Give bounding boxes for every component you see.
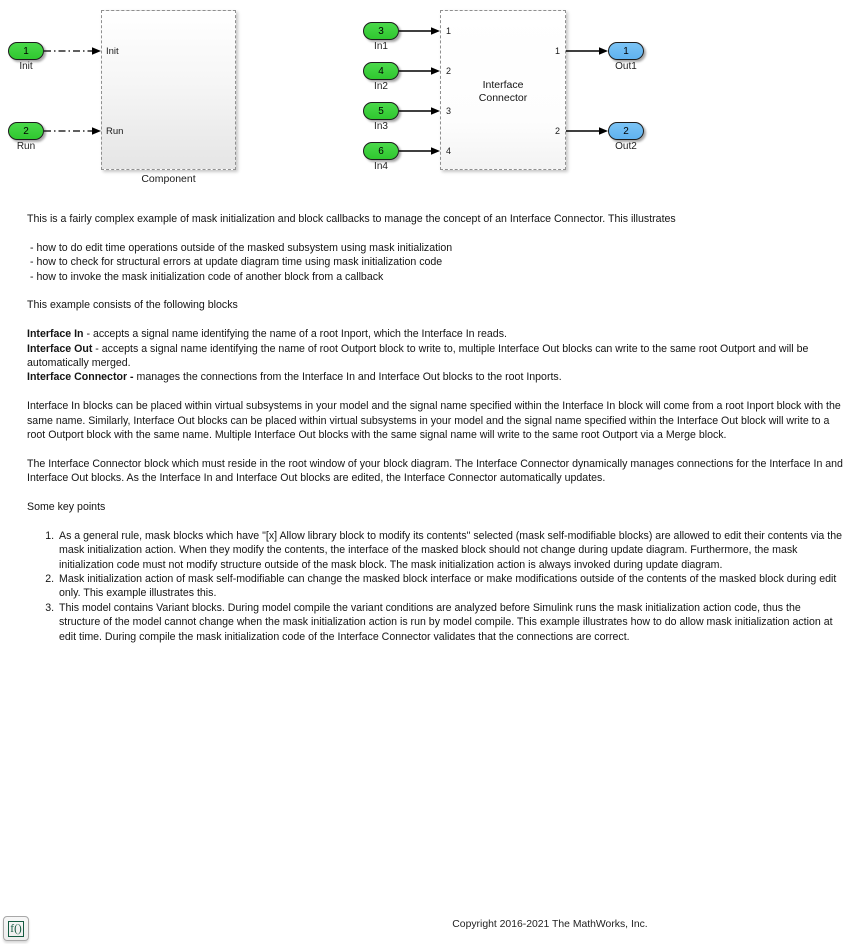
inport-in1-label: In1 [374,41,388,52]
connector-title-line2: Connector [478,91,528,104]
inport-block-init[interactable] [8,42,44,60]
component-port-label-run: Run [106,126,124,137]
connector-outport-number-1: 1 [554,46,560,56]
inport-in1-number: 3 [378,25,384,37]
key-point-item: 1. As a general rule, mask blocks which have "[x] Allow library block to modify its contents" selected (mask self-modifiable blocks) are allowed to edit their contents via the mask initialization action. When they modify the contents, the interface of the masked block should not change during update diagram. Furthermore, the mask initialization code must not modify structure outside of the mask block. The mask initialization action is always invoked during update diagram. [57,529,843,572]
wire-init[interactable] [44,47,101,55]
outport-out1-number: 1 [623,45,629,57]
model-annotation-text [27,212,843,671]
key-point-item: 3. This model contains Variant blocks. During model compile the variant conditions are analyzed before Simulink runs the mask initialization action code, thus the structure of the model cannot change when the mask initialization action is run by model compile. This example illustrates how to do allow mask initialization action at edit time. During compile the mask initialization code of the Interface Connector validates that the connections are correct. [57,601,843,644]
outport-out1-label: Out1 [615,61,637,72]
wire-in1[interactable] [399,27,440,35]
block-desc-interface-in: - accepts a signal name identifying the name of a root Inport, which the Interface In reads. [83,328,507,341]
inport-block-in3[interactable] [363,102,399,120]
bullet-line: - how to check for structural errors at update diagram time using mask initialization code [30,256,443,269]
wire-in4[interactable] [399,147,440,155]
connector-inport-number-3: 3 [446,106,452,116]
inport-block-in1[interactable] [363,22,399,40]
key-point-item: 2. Mask initialization action of mask self-modifiable can change the masked block interface or make modifications outside of the contents of the masked block during edit only. This example illustrates this. [57,572,843,601]
inport-block-in2[interactable] [363,62,399,80]
interface-connector-block[interactable] [440,10,566,170]
annotation-block-list [27,327,843,385]
connector-block-title [441,79,565,104]
copyright-notice: Copyright 2016-2021 The MathWorks, Inc. [452,919,648,930]
inport-in2-number: 4 [378,65,384,77]
function-icon: f() [8,921,25,937]
annotation-placement-paragraph: Interface In blocks can be placed within virtual subsystems in your model and the signal name specified within the Interface In block will come from a root Inport block with the same name. Similarly, Interface Out blocks can be placed within virtual subsystems in your model and the signal name specified within the Interface Out block will write to a root Outport block with the same name. Multiple Interface Out blocks with the same signal name will write to the same root Outport via a Merge block. [27,400,841,442]
component-port-label-init: Init [106,46,119,57]
model-callback-function-badge[interactable] [3,916,29,941]
outport-out2-label: Out2 [615,141,637,152]
block-desc-interface-connector: manages the connections from the Interface In and Interface Out blocks to the root Inports. [133,371,562,384]
block-name-interface-out: Interface Out [27,342,93,355]
inport-in3-label: In3 [374,121,388,132]
connector-outport-number-2: 2 [554,126,560,136]
block-name-interface-connector: Interface Connector - [27,371,134,384]
annotation-intro: This is a fairly complex example of mask initialization and block callbacks to manage the concept of an Interface Connector. This illustrates [27,213,676,225]
inport-in4-label: In4 [374,161,388,172]
block-desc-interface-out: - accepts a signal name identifying the name of root Outport block to write to, multiple Interface Out blocks can write to the same root Outport and will be automatically merged. [27,342,809,370]
outport-block-out1[interactable] [608,42,644,60]
outport-out2-number: 2 [623,125,629,137]
inport-run-label: Run [16,141,36,152]
inport-in3-number: 5 [378,105,384,117]
wire-out1[interactable] [566,47,608,55]
outport-block-out2[interactable] [608,122,644,140]
inport-init-label: Init [19,61,33,72]
inport-in2-label: In2 [374,81,388,92]
wire-run[interactable] [44,127,101,135]
component-subsystem-block[interactable] [101,10,236,170]
block-name-interface-in: Interface In [27,328,84,341]
wire-in2[interactable] [399,67,440,75]
bullet-line: - how to do edit time operations outside of the masked subsystem using mask initialization [30,241,453,254]
connector-inport-number-2: 2 [446,66,452,76]
wire-out2[interactable] [566,127,608,135]
inport-run-number: 2 [23,125,29,137]
inport-in4-number: 6 [378,145,384,157]
annotation-key-points-heading: Some key points [27,501,106,514]
annotation-key-points-list [27,529,843,644]
annotation-connector-paragraph: The Interface Connector block which must reside in the root window of your block diagram. The Interface Connector dynamically manages connections for the Interface In and Interface Out blocks. As the Interface In and Interface Out blocks are edited, the Interface Connector automatically updates. [27,457,843,485]
annotation-bullets [27,241,843,284]
inport-block-run[interactable] [8,122,44,140]
bullet-line: - how to invoke the mask initialization code of another block from a callback [30,270,384,283]
connector-inport-number-4: 4 [446,146,452,156]
connector-title-line1: Interface [482,79,524,91]
connector-inport-number-1: 1 [446,26,452,36]
annotation-consists: This example consists of the following blocks [27,299,238,312]
inport-init-number: 1 [23,45,29,57]
component-block-caption: Component [141,173,196,185]
inport-block-in4[interactable] [363,142,399,160]
wire-in3[interactable] [399,107,440,115]
